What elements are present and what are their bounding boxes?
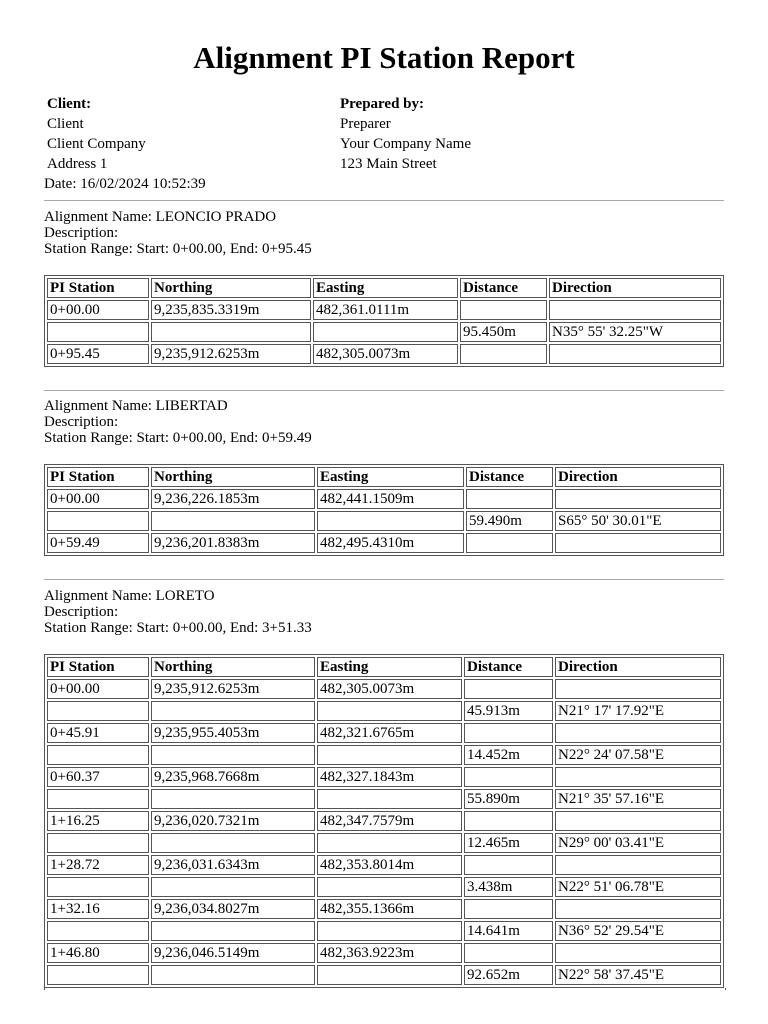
distance-cell: 55.890m <box>464 789 553 809</box>
northing-cell: 9,236,046.5149m <box>151 943 315 963</box>
northing-cell: 9,236,020.7321m <box>151 811 315 831</box>
northing-cell <box>151 921 315 941</box>
distance-cell: 14.452m <box>464 745 553 765</box>
northing-cell: 9,236,201.8383m <box>151 533 315 553</box>
table-continuation-edge <box>44 988 726 990</box>
easting-cell: 482,327.1843m <box>317 767 462 787</box>
column-header-pi-station: PI Station <box>47 278 149 298</box>
alignment-info <box>44 398 312 446</box>
column-header-easting: Easting <box>317 657 462 677</box>
easting-cell <box>317 965 462 985</box>
direction-cell <box>555 899 721 919</box>
direction-cell <box>555 811 721 831</box>
table-row <box>47 511 721 531</box>
column-header-direction: Direction <box>555 467 721 487</box>
direction-cell <box>549 344 721 364</box>
northing-cell: 9,235,912.6253m <box>151 679 315 699</box>
easting-cell: 482,353.8014m <box>317 855 462 875</box>
easting-cell <box>317 701 462 721</box>
table-row <box>47 767 721 787</box>
northing-cell: 9,235,835.3319m <box>151 300 311 320</box>
pi-station-cell: 1+16.25 <box>47 811 149 831</box>
pi-station-cell: 0+00.00 <box>47 679 149 699</box>
report-date: Date: 16/02/2024 10:52:39 <box>44 176 206 192</box>
column-header-northing: Northing <box>151 278 311 298</box>
divider <box>44 200 724 201</box>
column-header-pi-station: PI Station <box>47 467 149 487</box>
direction-cell: N21° 35' 57.16"E <box>555 789 721 809</box>
distance-cell <box>466 489 553 509</box>
distance-cell <box>464 679 553 699</box>
easting-cell: 482,355.1366m <box>317 899 462 919</box>
northing-cell: 9,236,031.6343m <box>151 855 315 875</box>
client-heading: Client: <box>47 96 92 112</box>
column-header-northing: Northing <box>151 657 315 677</box>
easting-cell: 482,305.0073m <box>313 344 458 364</box>
table-row <box>47 322 721 342</box>
distance-cell <box>464 899 553 919</box>
northing-cell: 9,235,955.4053m <box>151 723 315 743</box>
table-row <box>47 965 721 985</box>
table-row <box>47 943 721 963</box>
column-header-easting: Easting <box>313 278 458 298</box>
table-row <box>47 811 721 831</box>
easting-cell: 482,495.4310m <box>317 533 464 553</box>
table-row <box>47 921 721 941</box>
table-row <box>47 723 721 743</box>
column-header-easting: Easting <box>317 467 464 487</box>
distance-cell <box>460 344 547 364</box>
pi-station-cell: 1+32.16 <box>47 899 149 919</box>
distance-cell: 59.490m <box>466 511 553 531</box>
column-header-distance: Distance <box>466 467 553 487</box>
alignment-description: Description: <box>44 225 119 241</box>
divider <box>44 579 724 580</box>
direction-cell <box>555 533 721 553</box>
direction-cell <box>555 723 721 743</box>
easting-cell <box>313 322 458 342</box>
pi-station-cell: 0+95.45 <box>47 344 149 364</box>
pi-station-cell: 0+59.49 <box>47 533 149 553</box>
direction-cell: N22° 58' 37.45"E <box>555 965 721 985</box>
pi-station-table <box>44 654 724 988</box>
alignment-name: Alignment Name: LIBERTAD <box>44 398 228 414</box>
pi-station-cell: 0+00.00 <box>47 489 149 509</box>
table-header-row <box>47 278 721 298</box>
pi-station-cell: 1+28.72 <box>47 855 149 875</box>
pi-station-cell: 0+00.00 <box>47 300 149 320</box>
distance-cell: 92.652m <box>464 965 553 985</box>
pi-station-cell: 1+46.80 <box>47 943 149 963</box>
client-line: Client <box>47 116 84 132</box>
report-title: Alignment PI Station Report <box>193 40 575 75</box>
easting-cell <box>317 833 462 853</box>
northing-cell: 9,236,034.8027m <box>151 899 315 919</box>
easting-cell <box>317 789 462 809</box>
table-row <box>47 899 721 919</box>
direction-cell <box>555 679 721 699</box>
table-row <box>47 344 721 364</box>
direction-cell <box>549 300 721 320</box>
easting-cell: 482,305.0073m <box>317 679 462 699</box>
direction-cell: N22° 24' 07.58"E <box>555 745 721 765</box>
station-range: Station Range: Start: 0+00.00, End: 0+59.49 <box>44 430 312 446</box>
direction-cell <box>555 943 721 963</box>
pi-station-cell: 0+60.37 <box>47 767 149 787</box>
northing-cell <box>151 745 315 765</box>
distance-cell: 95.450m <box>460 322 547 342</box>
pi-station-cell <box>47 511 149 531</box>
direction-cell <box>555 855 721 875</box>
alignment-info <box>44 588 312 636</box>
column-header-pi-station: PI Station <box>47 657 149 677</box>
northing-cell <box>151 701 315 721</box>
northing-cell <box>151 965 315 985</box>
divider <box>44 390 724 391</box>
table-header-row <box>47 467 721 487</box>
distance-cell <box>464 855 553 875</box>
pi-station-cell: 0+45.91 <box>47 723 149 743</box>
direction-cell <box>555 489 721 509</box>
distance-cell <box>460 300 547 320</box>
direction-cell: N21° 17' 17.92"E <box>555 701 721 721</box>
easting-cell <box>317 921 462 941</box>
alignment-name: Alignment Name: LORETO <box>44 588 215 604</box>
pi-station-cell <box>47 322 149 342</box>
pi-station-cell <box>47 833 149 853</box>
table-header-row <box>47 657 721 677</box>
prepared-by-line: Your Company Name <box>340 136 471 152</box>
northing-cell <box>151 833 315 853</box>
table-row <box>47 745 721 765</box>
easting-cell <box>317 877 462 897</box>
distance-cell <box>466 533 553 553</box>
easting-cell <box>317 511 464 531</box>
table-row <box>47 877 721 897</box>
table-row <box>47 679 721 699</box>
table-row <box>47 855 721 875</box>
northing-cell <box>151 511 315 531</box>
easting-cell: 482,321.6765m <box>317 723 462 743</box>
direction-cell <box>555 767 721 787</box>
direction-cell: S65° 50' 30.01"E <box>555 511 721 531</box>
direction-cell: N36° 52' 29.54"E <box>555 921 721 941</box>
station-range: Station Range: Start: 0+00.00, End: 3+51.33 <box>44 620 312 636</box>
table-row <box>47 533 721 553</box>
column-header-direction: Direction <box>549 278 721 298</box>
northing-cell <box>151 322 311 342</box>
distance-cell: 12.465m <box>464 833 553 853</box>
easting-cell: 482,361.0111m <box>313 300 458 320</box>
pi-station-cell <box>47 965 149 985</box>
pi-station-cell <box>47 921 149 941</box>
column-header-distance: Distance <box>464 657 553 677</box>
northing-cell: 9,235,912.6253m <box>151 344 311 364</box>
distance-cell <box>464 811 553 831</box>
prepared-by-line: Preparer <box>340 116 391 132</box>
table-row <box>47 833 721 853</box>
alignment-description: Description: <box>44 414 119 430</box>
client-line: Address 1 <box>47 156 108 172</box>
pi-station-cell <box>47 745 149 765</box>
direction-cell: N29° 00' 03.41"E <box>555 833 721 853</box>
station-range: Station Range: Start: 0+00.00, End: 0+95.45 <box>44 241 312 257</box>
distance-cell <box>464 767 553 787</box>
pi-station-cell <box>47 877 149 897</box>
prepared-by-heading: Prepared by: <box>340 96 425 112</box>
alignment-description: Description: <box>44 604 119 620</box>
table-row <box>47 701 721 721</box>
pi-station-table <box>44 464 724 556</box>
table-row <box>47 489 721 509</box>
pi-station-table <box>44 275 724 367</box>
distance-cell: 3.438m <box>464 877 553 897</box>
table-row <box>47 300 721 320</box>
prepared-by-line: 123 Main Street <box>340 156 437 172</box>
column-header-distance: Distance <box>460 278 547 298</box>
client-block <box>47 94 146 174</box>
direction-cell: N35° 55' 32.25"W <box>549 322 721 342</box>
distance-cell: 14.641m <box>464 921 553 941</box>
distance-cell <box>464 723 553 743</box>
northing-cell <box>151 789 315 809</box>
easting-cell: 482,363.9223m <box>317 943 462 963</box>
direction-cell: N22° 51' 06.78"E <box>555 877 721 897</box>
table-row <box>47 789 721 809</box>
pi-station-cell <box>47 701 149 721</box>
northing-cell: 9,236,226.1853m <box>151 489 315 509</box>
pi-station-cell <box>47 789 149 809</box>
prepared-by-block <box>340 94 471 174</box>
client-line: Client Company <box>47 136 146 152</box>
easting-cell: 482,347.7579m <box>317 811 462 831</box>
northing-cell: 9,235,968.7668m <box>151 767 315 787</box>
northing-cell <box>151 877 315 897</box>
column-header-northing: Northing <box>151 467 315 487</box>
easting-cell: 482,441.1509m <box>317 489 464 509</box>
column-header-direction: Direction <box>555 657 721 677</box>
easting-cell <box>317 745 462 765</box>
alignment-info <box>44 209 312 257</box>
distance-cell: 45.913m <box>464 701 553 721</box>
distance-cell <box>464 943 553 963</box>
alignment-name: Alignment Name: LEONCIO PRADO <box>44 209 277 225</box>
